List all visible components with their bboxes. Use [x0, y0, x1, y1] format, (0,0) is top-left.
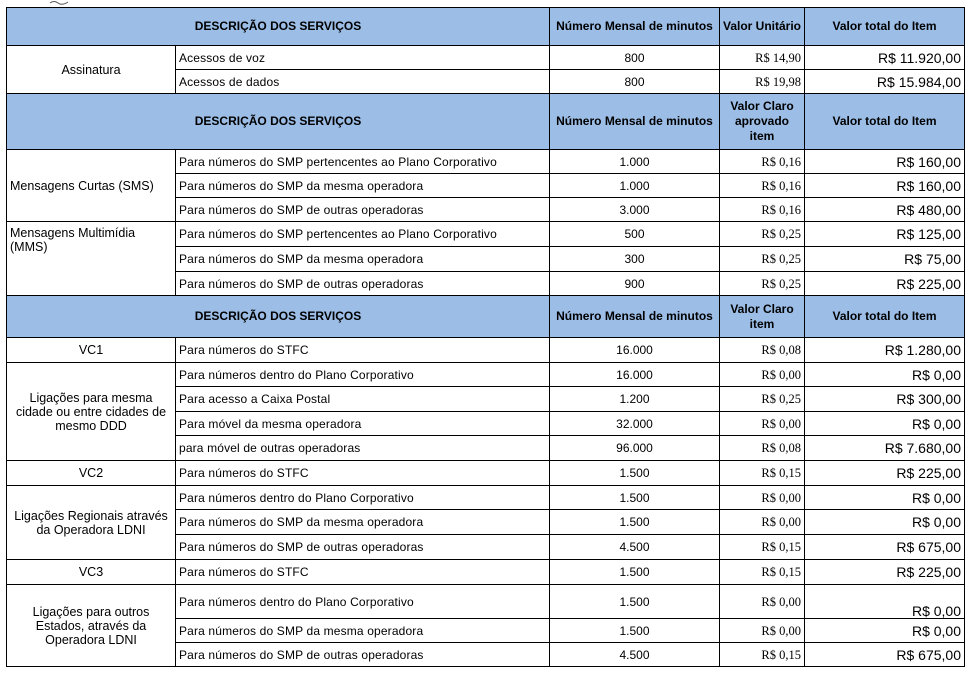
header-description: DESCRIÇÃO DOS SERVIÇOS [7, 94, 550, 150]
row-quantity: 1.500 [550, 461, 720, 486]
row-quantity: 1.500 [550, 510, 720, 535]
row-unit-price: R$ 0,00 [720, 510, 805, 535]
row-quantity: 32.000 [550, 412, 720, 436]
row-description: Para números do SMP pertencentes ao Plano Corporativo [176, 222, 550, 247]
row-unit-price: R$ 0,25 [720, 222, 805, 247]
row-quantity: 1.000 [550, 174, 720, 198]
header-monthly-minutes: Número Mensal de minutos [550, 94, 720, 150]
row-quantity: 1.500 [550, 585, 720, 619]
header-item-total: Valor total do Item [805, 8, 965, 46]
row-quantity: 300 [550, 247, 720, 272]
row-total: R$ 15.984,00 [805, 70, 965, 94]
table-row [7, 338, 965, 363]
row-total: R$ 125,00 [805, 222, 965, 247]
row-description: Para números do SMP de outras operadoras [176, 272, 550, 296]
row-unit-price: R$ 0,16 [720, 174, 805, 198]
row-total: R$ 0,00 [805, 619, 965, 643]
row-total: R$ 1.280,00 [805, 338, 965, 363]
row-description: Para números do SMP de outras operadoras [176, 643, 550, 667]
row-description: Para números do STFC [176, 338, 550, 363]
code-vc1: VC1 [7, 338, 176, 363]
header-monthly-minutes: Número Mensal de minutos [550, 296, 720, 338]
row-unit-price: R$ 14,90 [720, 46, 805, 70]
row-total: R$ 160,00 [805, 150, 965, 174]
row-total: R$ 0,00 [805, 363, 965, 387]
row-description: Para números dentro do Plano Corporativo [176, 486, 550, 510]
row-quantity: 16.000 [550, 363, 720, 387]
row-unit-price: R$ 0,25 [720, 272, 805, 296]
row-total: R$ 0,00 [805, 412, 965, 436]
row-total: R$ 7.680,00 [805, 436, 965, 461]
row-unit-price: R$ 0,08 [720, 436, 805, 461]
row-quantity: 1.500 [550, 619, 720, 643]
row-total: R$ 300,00 [805, 387, 965, 412]
row-total: R$ 675,00 [805, 643, 965, 667]
header-unit-value: Valor Claro aprovado item [720, 94, 805, 150]
table-row [7, 461, 965, 486]
table-row [7, 585, 965, 619]
category-vc3: Ligações para outros Estados, através da Operadora LDNI [7, 585, 176, 667]
header-description: DESCRIÇÃO DOS SERVIÇOS [7, 8, 550, 46]
row-description: Para acesso a Caixa Postal [176, 387, 550, 412]
row-quantity: 4.500 [550, 643, 720, 667]
row-total: R$ 75,00 [805, 247, 965, 272]
row-unit-price: R$ 0,15 [720, 461, 805, 486]
header-item-total: Valor total do Item [805, 296, 965, 338]
row-unit-price: R$ 0,00 [720, 486, 805, 510]
row-unit-price: R$ 0,00 [720, 585, 805, 619]
category-sms: Mensagens Curtas (SMS) [7, 150, 176, 222]
row-description: Para números do STFC [176, 461, 550, 486]
row-description: Para móvel da mesma operadora [176, 412, 550, 436]
category-mms: Mensagens Multimídia (MMS) [7, 222, 176, 296]
row-quantity: 1.000 [550, 150, 720, 174]
row-unit-price: R$ 0,25 [720, 387, 805, 412]
row-description: Para números dentro do Plano Corporativo [176, 363, 550, 387]
row-total: R$ 160,00 [805, 174, 965, 198]
row-total: R$ 11.920,00 [805, 46, 965, 70]
row-quantity: 4.500 [550, 535, 720, 560]
decorative-scribble-icon [49, 0, 69, 5]
header-monthly-minutes: Número Mensal de minutos [550, 8, 720, 46]
row-unit-price: R$ 0,25 [720, 247, 805, 272]
code-vc3: VC3 [7, 560, 176, 585]
category-vc1: Ligações para mesma cidade ou entre cidades de mesmo DDD [7, 363, 176, 461]
table-row [7, 560, 965, 585]
row-quantity: 96.000 [550, 436, 720, 461]
row-description: Para números do SMP de outras operadoras [176, 198, 550, 222]
row-description: Para números do SMP da mesma operadora [176, 619, 550, 643]
row-total: R$ 225,00 [805, 272, 965, 296]
row-total: R$ 0,00 [805, 510, 965, 535]
row-quantity: 800 [550, 46, 720, 70]
row-description: Acessos de voz [176, 46, 550, 70]
row-unit-price: R$ 0,15 [720, 560, 805, 585]
row-unit-price: R$ 0,00 [720, 412, 805, 436]
row-quantity: 3.000 [550, 198, 720, 222]
row-unit-price: R$ 0,16 [720, 198, 805, 222]
category-assinatura: Assinatura [7, 46, 176, 94]
row-total: R$ 675,00 [805, 535, 965, 560]
header-unit-value: Valor Unitário [720, 8, 805, 46]
row-description: Para números do SMP da mesma operadora [176, 174, 550, 198]
row-description: Para números do STFC [176, 560, 550, 585]
row-description: Para números do SMP de outras operadoras [176, 535, 550, 560]
row-total: R$ 225,00 [805, 560, 965, 585]
row-quantity: 1.500 [550, 560, 720, 585]
row-quantity: 900 [550, 272, 720, 296]
row-description: Para números dentro do Plano Corporativo [176, 585, 550, 619]
row-quantity: 16.000 [550, 338, 720, 363]
row-quantity: 500 [550, 222, 720, 247]
row-quantity: 1.500 [550, 486, 720, 510]
row-total: R$ 225,00 [805, 461, 965, 486]
row-description: para móvel de outras operadoras [176, 436, 550, 461]
row-unit-price: R$ 19,98 [720, 70, 805, 94]
table-row [7, 222, 965, 247]
row-total: R$ 0,00 [805, 585, 965, 619]
row-description: Para números do SMP da mesma operadora [176, 510, 550, 535]
row-description: Acessos de dados [176, 70, 550, 94]
row-quantity: 1.200 [550, 387, 720, 412]
section2-header-row [7, 94, 965, 150]
row-unit-price: R$ 0,16 [720, 150, 805, 174]
section3-header-row [7, 296, 965, 338]
header-description: DESCRIÇÃO DOS SERVIÇOS [7, 296, 550, 338]
row-total: R$ 0,00 [805, 486, 965, 510]
row-quantity: 800 [550, 70, 720, 94]
table-row [7, 486, 965, 510]
header-unit-value: Valor Claro item [720, 296, 805, 338]
code-vc2: VC2 [7, 461, 176, 486]
row-unit-price: R$ 0,00 [720, 363, 805, 387]
table-row [7, 150, 965, 174]
row-unit-price: R$ 0,15 [720, 535, 805, 560]
row-unit-price: R$ 0,15 [720, 643, 805, 667]
services-pricing-table [6, 7, 965, 667]
row-description: Para números do SMP pertencentes ao Plano Corporativo [176, 150, 550, 174]
row-description: Para números do SMP da mesma operadora [176, 247, 550, 272]
row-unit-price: R$ 0,08 [720, 338, 805, 363]
table-row [7, 46, 965, 70]
table-row [7, 363, 965, 387]
category-vc2: Ligações Regionais através da Operadora LDNI [7, 486, 176, 560]
header-item-total: Valor total do Item [805, 94, 965, 150]
row-unit-price: R$ 0,00 [720, 619, 805, 643]
row-total: R$ 480,00 [805, 198, 965, 222]
section1-header-row [7, 8, 965, 46]
